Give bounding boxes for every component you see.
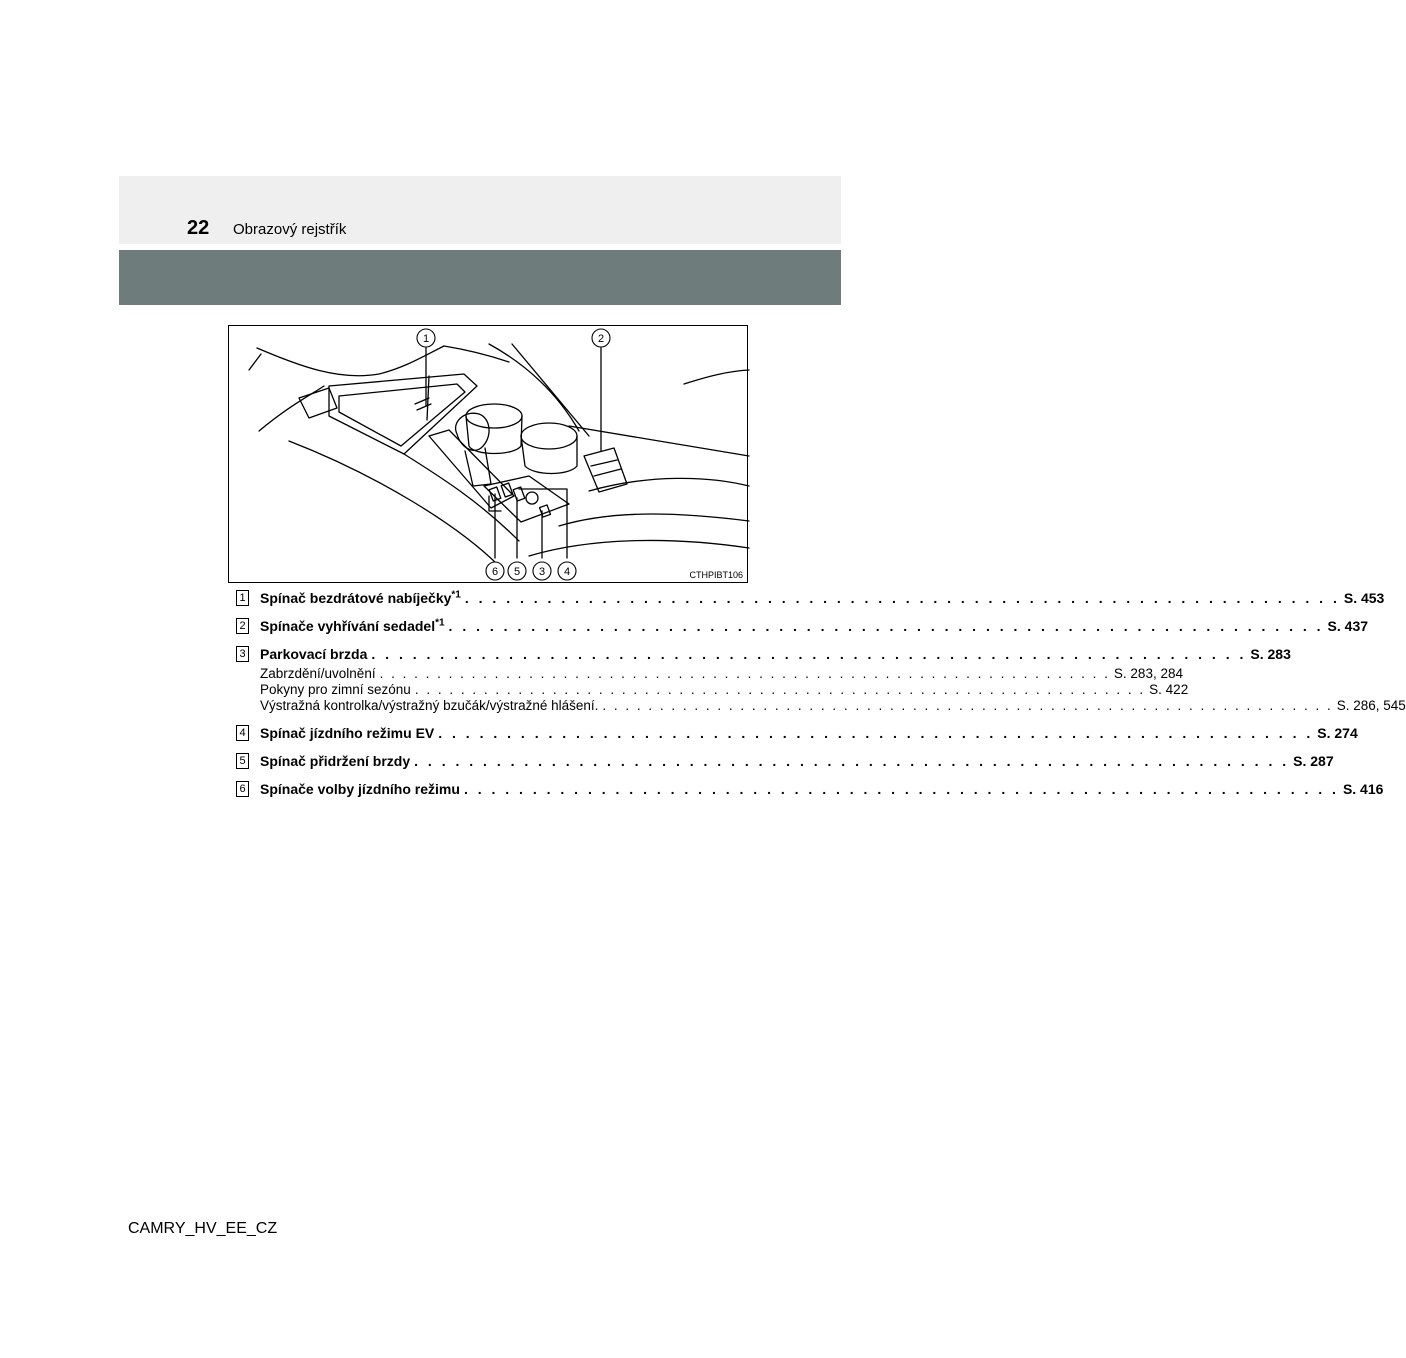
- entry-page-ref: S. 453: [1343, 590, 1385, 606]
- entry-page-ref: S. 416: [1342, 781, 1384, 797]
- callout-label-6: 6: [491, 566, 499, 578]
- index-entry: [236, 617, 1369, 635]
- sub-entry: [260, 666, 1183, 682]
- dot-leader: . . . . . . . . . . . . . . . . . . . . . . . . . . . . . . . . . . . . . . . . . . . . . . . . . . . . . . . . . . . . . . . .: [379, 666, 1110, 681]
- entry-label: Spínač jízdního režimu EV: [260, 725, 435, 741]
- callout-label-4: 4: [563, 566, 571, 578]
- sub-entry-label: Zabrzdění/uvolnění: [260, 666, 376, 681]
- index-entry: [236, 724, 1358, 742]
- index-entry: [236, 752, 1334, 770]
- footer-doc-code: CAMRY_HV_EE_CZ: [128, 1220, 278, 1237]
- entry-label: Spínače volby jízdního režimu: [260, 781, 460, 797]
- entry-page-ref: S. 274: [1317, 725, 1358, 741]
- index-entry: [236, 645, 1406, 714]
- dot-leader: . . . . . . . . . . . . . . . . . . . . . . . . . . . . . . . . . . . . . . . . . . . . . . . . . . . . . . . . . . . . . . . .: [414, 753, 1290, 769]
- sub-entry: [260, 698, 1406, 714]
- entry-label: Parkovací brzda: [260, 646, 368, 662]
- index-entry: [236, 589, 1385, 607]
- callout-label-5: 5: [513, 566, 521, 578]
- dot-leader: . . . . . . . . . . . . . . . . . . . . . . . . . . . . . . . . . . . . . . . . . . . . . . . . . . . . . . . . . . . . . . . .: [371, 646, 1247, 662]
- dot-leader: . . . . . . . . . . . . . . . . . . . . . . . . . . . . . . . . . . . . . . . . . . . . . . . . . . . . . . . . . . . . . . . .: [463, 781, 1339, 797]
- section-title: Obrazový rejstřík: [233, 221, 347, 238]
- entry-number-badge: 3: [236, 646, 249, 662]
- dot-leader: . . . . . . . . . . . . . . . . . . . . . . . . . . . . . . . . . . . . . . . . . . . . . . . . . . . . . . . . . . . . . . . .: [414, 682, 1146, 697]
- entry-label: Spínače vyhřívání sedadel$^{*1}$: [260, 617, 445, 634]
- entry-number-badge: 5: [236, 753, 249, 769]
- dot-leader: . . . . . . . . . . . . . . . . . . . . . . . . . . . . . . . . . . . . . . . . . . . . . . . . . . . . . . . . . . . . . . . .: [602, 698, 1333, 713]
- entry-footnote-mark: *1: [451, 589, 461, 601]
- header-band: [119, 176, 841, 244]
- console-illustration: [228, 325, 748, 583]
- callout-label-2: 2: [597, 333, 605, 345]
- title-bar: [119, 250, 841, 305]
- entry-number-badge: 6: [236, 781, 249, 797]
- entry-label: Spínač bezdrátové nabíječky$^{*1}$: [260, 589, 461, 606]
- console-drawing: [229, 326, 749, 584]
- sub-entry-page-ref: S. 286, 545: [1336, 698, 1406, 713]
- callout-label-1: 1: [422, 333, 430, 345]
- dot-leader: . . . . . . . . . . . . . . . . . . . . . . . . . . . . . . . . . . . . . . . . . . . . . . . . . . . . . . . . . . . . . . . .: [464, 590, 1340, 606]
- figure-code: CTHPIBT106: [689, 570, 743, 580]
- entry-footnote-mark: *1: [435, 617, 445, 629]
- entry-label: Spínač přidržení brzdy: [260, 753, 411, 769]
- index-list: [236, 589, 1406, 798]
- dot-leader: . . . . . . . . . . . . . . . . . . . . . . . . . . . . . . . . . . . . . . . . . . . . . . . . . . . . . . . . . . . . . . . .: [438, 725, 1314, 741]
- sub-entry-label: Pokyny pro zimní sezónu: [260, 682, 411, 697]
- entry-page-ref: S. 283: [1250, 646, 1291, 662]
- sub-entry: [260, 682, 1189, 698]
- sub-entry-page-ref: S. 422: [1149, 682, 1189, 697]
- entry-number-badge: 4: [236, 725, 249, 741]
- sub-entry-page-ref: S. 283, 284: [1113, 666, 1183, 681]
- entry-page-ref: S. 437: [1327, 618, 1369, 634]
- entry-page-ref: S. 287: [1293, 753, 1334, 769]
- entry-number-badge: 1: [236, 590, 249, 606]
- sub-entry-label: Výstražná kontrolka/výstražný bzučák/výstražné hlášení.: [260, 698, 599, 713]
- dot-leader: . . . . . . . . . . . . . . . . . . . . . . . . . . . . . . . . . . . . . . . . . . . . . . . . . . . . . . . . . . . . . . . .: [448, 618, 1324, 634]
- page-number: 22: [187, 217, 210, 239]
- callout-label-3: 3: [538, 566, 546, 578]
- index-entry: [236, 780, 1384, 798]
- entry-number-badge: 2: [236, 618, 249, 634]
